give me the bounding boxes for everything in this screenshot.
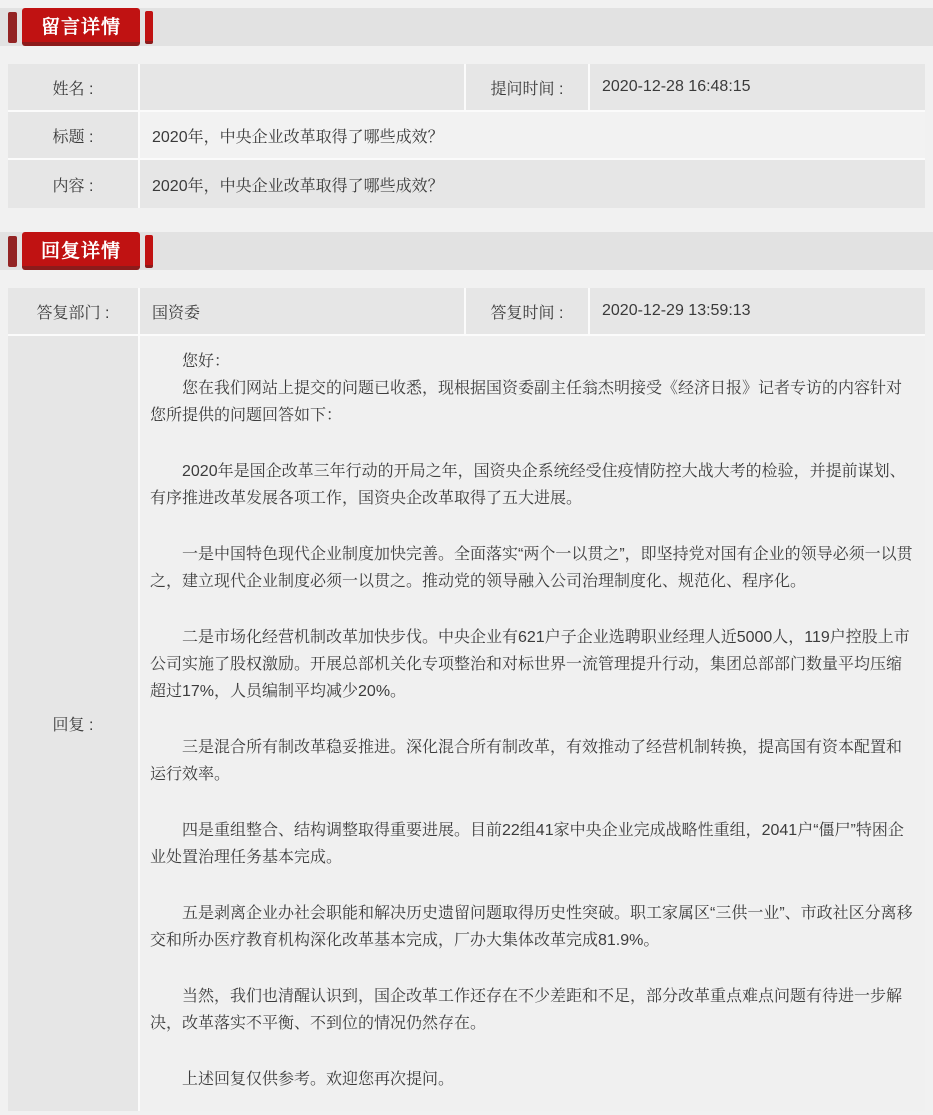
- ask-time-value: 2020-12-28 16:48:15: [590, 64, 925, 112]
- reply-paragraph: [150, 1037, 915, 1066]
- message-detail-table: [8, 64, 925, 208]
- reply-paragraph: [150, 429, 915, 458]
- reply-paragraph: 上述回复仅供参考。欢迎您再次提问。: [182, 1071, 455, 1088]
- title-value: 2020年，中央企业改革取得了哪些成效？: [140, 112, 925, 160]
- name-value: [140, 64, 466, 112]
- reply-paragraph: 二是市场化经营机制改革加快步伐。中央企业有621户子企业选聘职业经理人近5000人，119户控股上市公司实施了股权激励。开展总部机关化专项整治和对标世界一流管理提升行动，集团总部部门数量平均压缩超过17%，人员编制平均减少20%。: [150, 629, 910, 700]
- content-value: 2020年，中央企业改革取得了哪些成效？: [140, 160, 925, 208]
- table-row: [8, 336, 925, 1111]
- reply-paragraph: 三是混合所有制改革稳妥推进。深化混合所有制改革，有效推动了经营机制转换，提高国有资本配置和运行效率。: [150, 739, 903, 783]
- reply-section-title: 回复详情: [22, 232, 140, 270]
- reply-paragraph: [150, 954, 915, 983]
- reply-section-header: [0, 232, 933, 270]
- reply-time-label: 答复时间 :: [466, 288, 590, 336]
- table-row: [8, 288, 925, 336]
- reply-detail-table: [8, 288, 925, 1111]
- left-accent-bar-icon: [8, 12, 17, 43]
- reply-paragraph: 2020年是国企改革三年行动的开局之年，国资央企系统经受住疫情防控大战大考的检验，并提前谋划、有序推进改革发展各项工作，国资央企改革取得了五大进展。: [150, 463, 906, 507]
- right-accent-bar-icon: [145, 11, 153, 44]
- reply-paragraph: 您好：: [182, 353, 231, 370]
- right-accent-bar-icon: [145, 235, 153, 268]
- message-section-title: 留言详情: [22, 8, 140, 46]
- reply-paragraph: 您在我们网站上提交的问题已收悉，现根据国资委副主任翁杰明接受《经济日报》记者专访的内容针对您所提供的问题回答如下：: [150, 380, 903, 424]
- table-row: [8, 112, 925, 160]
- reply-paragraph: 四是重组整合、结构调整取得重要进展。目前22组41家中央企业完成战略性重组，2041户“僵尸”特困企业处置治理任务基本完成。: [150, 822, 904, 866]
- dept-label: 答复部门 :: [8, 288, 140, 336]
- reply-paragraph: [150, 705, 915, 734]
- table-row: [8, 64, 925, 112]
- left-accent-bar-icon: [8, 236, 17, 267]
- reply-time-value: 2020-12-29 13:59:13: [590, 288, 925, 336]
- reply-paragraph: [150, 871, 915, 900]
- name-label: 姓名 :: [8, 64, 140, 112]
- reply-paragraph: [150, 788, 915, 817]
- reply-paragraphs: [150, 348, 915, 1093]
- title-label: 标题 :: [8, 112, 140, 160]
- reply-label: 回复 :: [8, 336, 140, 1111]
- reply-paragraph: 一是中国特色现代企业制度加快完善。全面落实“两个一以贯之”，即坚持党对国有企业的领导必须一以贯之，建立现代企业制度必须一以贯之。推动党的领导融入公司治理制度化、规范化、程序化。: [150, 546, 913, 590]
- message-section-header: [0, 8, 933, 46]
- reply-paragraph: 五是剥离企业办社会职能和解决历史遗留问题取得历史性突破。职工家属区“三供一业”、市政社区分离移交和所办医疗教育机构深化改革基本完成，厂办大集体改革完成81.9%。: [150, 905, 913, 949]
- reply-content-cell: [140, 336, 925, 1111]
- ask-time-label: 提问时间 :: [466, 64, 590, 112]
- reply-paragraph: 当然，我们也清醒认识到，国企改革工作还存在不少差距和不足，部分改革重点难点问题有待进一步解决，改革落实不平衡、不到位的情况仍然存在。: [150, 988, 903, 1032]
- dept-value: 国资委: [140, 288, 466, 336]
- table-row: [8, 160, 925, 208]
- reply-paragraph: [150, 595, 915, 624]
- reply-paragraph: [150, 512, 915, 541]
- content-label: 内容 :: [8, 160, 140, 208]
